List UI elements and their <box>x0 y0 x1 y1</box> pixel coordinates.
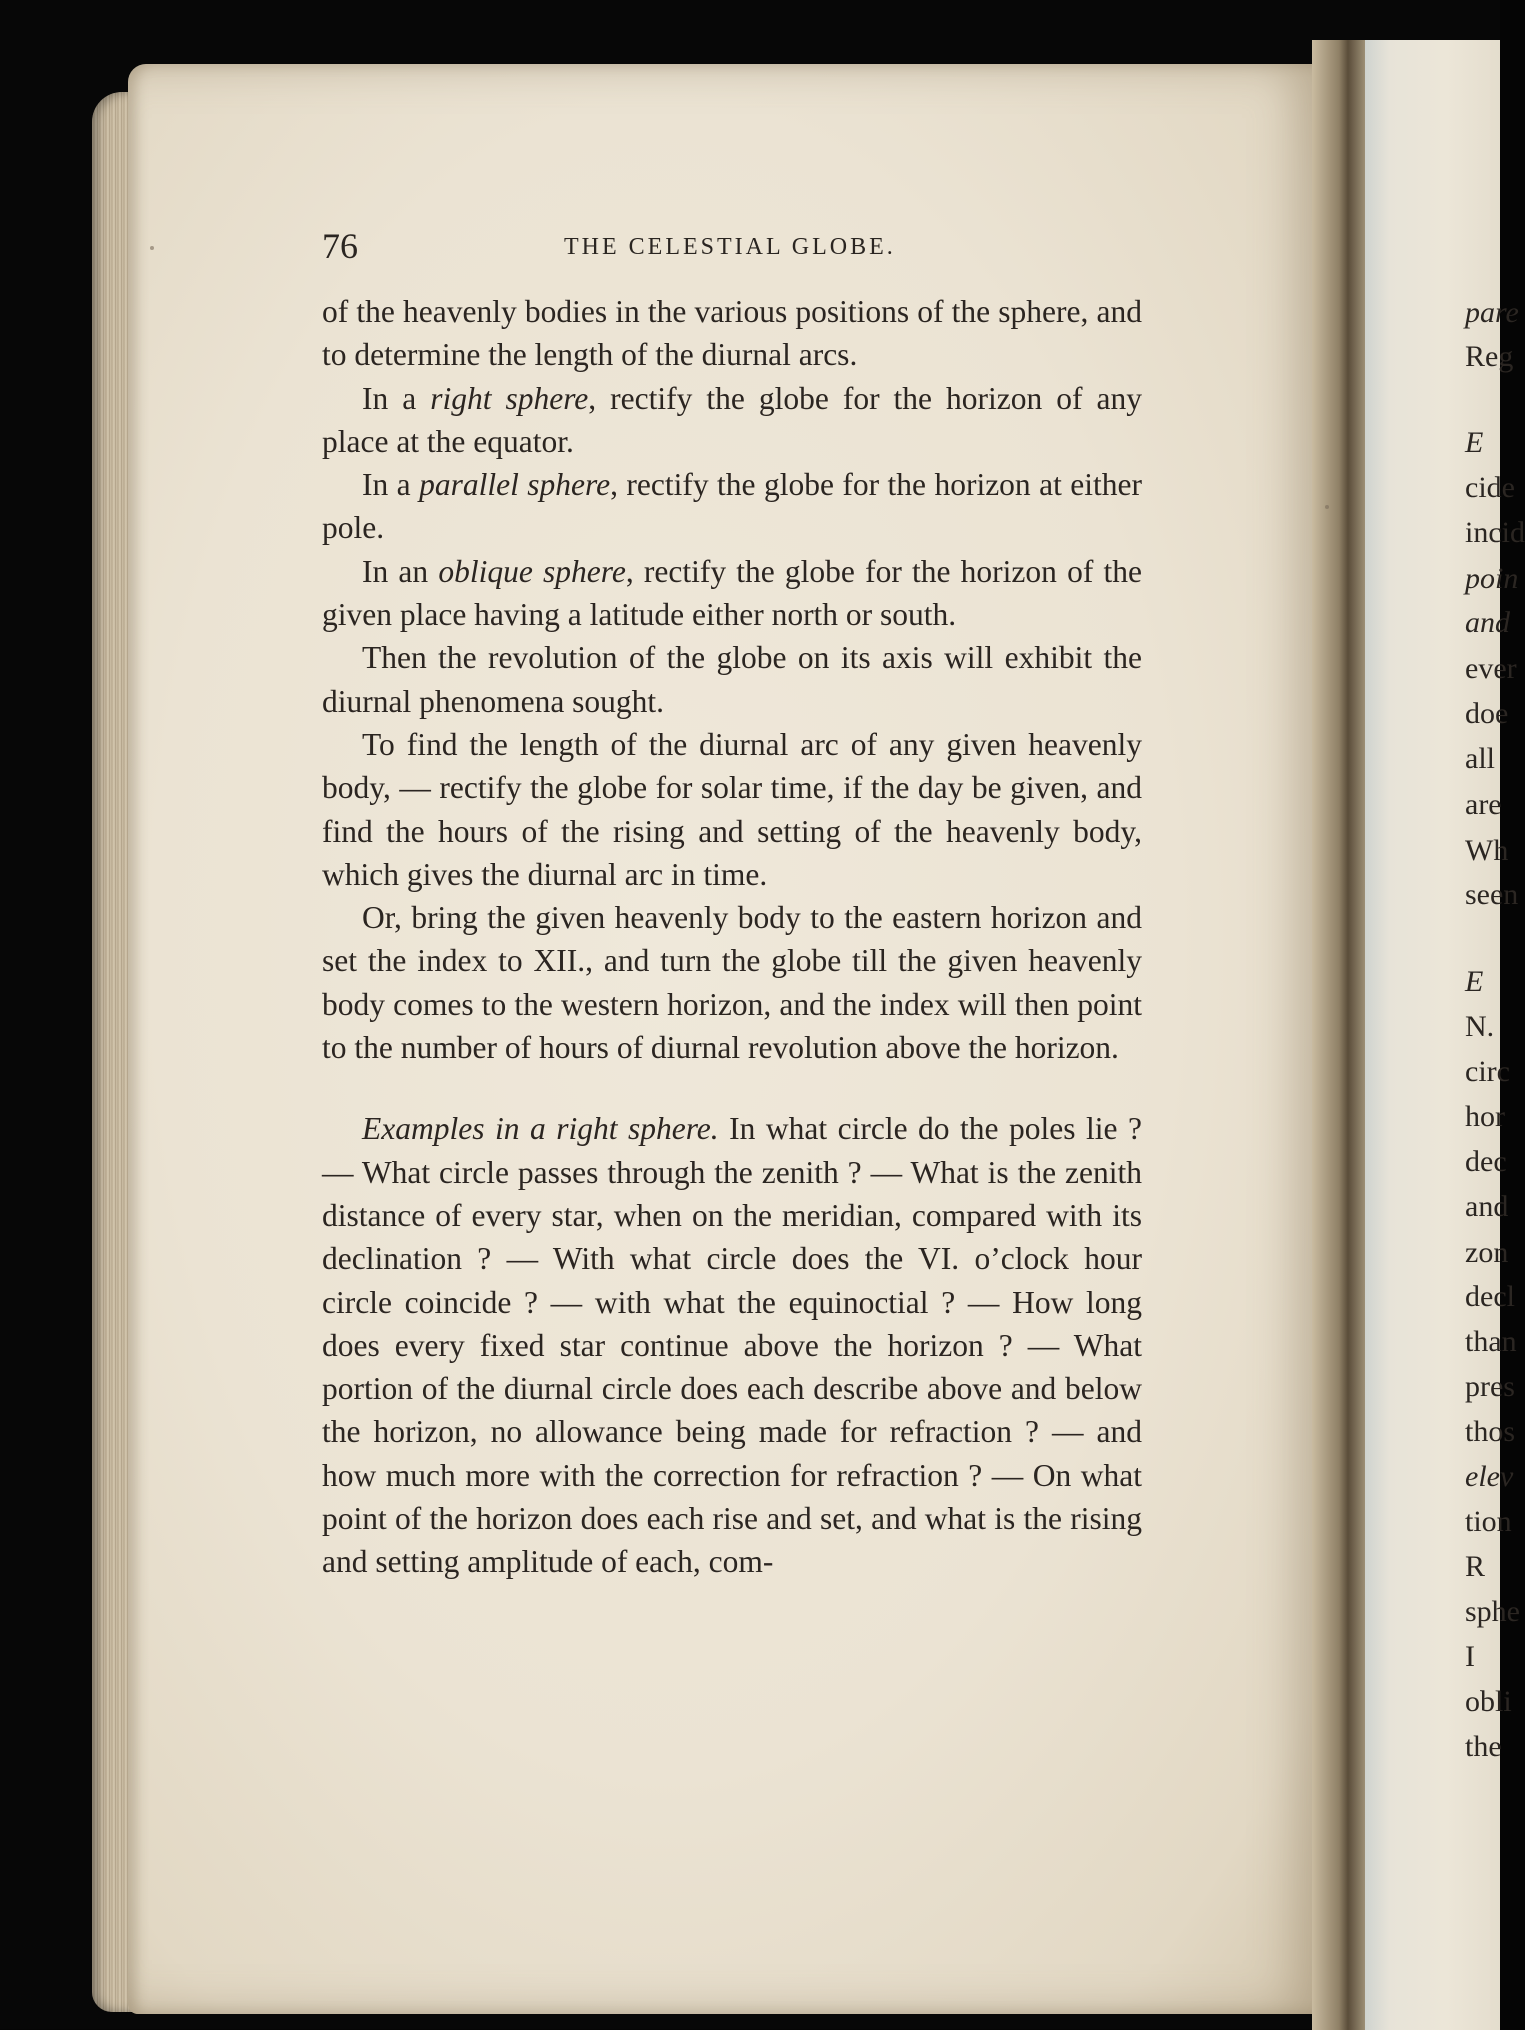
paragraph <box>322 1107 1142 1583</box>
right-page-line: poin <box>1465 562 1519 595</box>
text-run: In what circle do the poles lie ? — What circle passes through the zenith ? — What is the zenith distance of every star, when on the meridian, compared with its declination ? — With what circle does the VI. o’clock hour circle coincide ? — with what the equinoctial ? — How long does every fixed star continue above the horizon ? — What portion of the diurnal circle does each describe above and below the horizon, no allowance being made for refraction ? — and how much more with the correction for refraction ? — On what point of the horizon does each rise and set, and what is the rising and setting amplitude of each, com- <box>322 1111 1142 1580</box>
right-page-line: seen <box>1465 878 1519 911</box>
right-page-line: incid <box>1465 516 1525 549</box>
right-page-line: tion <box>1465 1505 1512 1538</box>
paragraph <box>322 723 1142 896</box>
right-page-line: ever <box>1465 652 1517 685</box>
right-page-line: E <box>1465 965 1484 998</box>
right-page-line: dec <box>1465 1145 1507 1178</box>
italic-text: parallel sphere <box>419 467 611 503</box>
text-run: In a <box>362 380 431 416</box>
right-page-line: doe <box>1465 697 1509 730</box>
right-page-line: the <box>1465 1730 1502 1763</box>
paragraph <box>322 896 1142 1069</box>
right-page-fragment <box>1365 40 1525 2030</box>
text-run: , rectify the globe for the horizon of any place at the equator. <box>322 380 1142 459</box>
page-number: 76 <box>322 226 358 266</box>
right-page-line: obli <box>1465 1685 1512 1718</box>
right-page-line: elev <box>1465 1460 1514 1493</box>
right-page-line: than <box>1465 1325 1517 1358</box>
text-run: Or, bring the given heavenly body to the eastern horizon and set the index to XII., and turn the globe till the given heavenly body comes to the western horizon, and the index will then point to the number of hours of diurnal revolution above the horizon. <box>322 900 1142 1066</box>
page-header <box>322 226 1142 266</box>
right-page-line: Reg <box>1465 340 1514 373</box>
italic-text: Examples in a right sphere. <box>362 1111 719 1147</box>
text-run: of the heavenly bodies in the various positions of the sphere, and to determine the length of the diurnal arcs. <box>322 294 1142 373</box>
right-page-line: zon <box>1465 1236 1509 1269</box>
running-head: THE CELESTIAL GLOBE. <box>564 234 896 260</box>
right-page-line: decl <box>1465 1280 1515 1313</box>
right-page-line: pres <box>1465 1370 1515 1403</box>
right-page-line: I <box>1465 1640 1475 1673</box>
text-run: In an <box>362 553 439 589</box>
right-page-line: sphe <box>1465 1595 1520 1628</box>
right-page-line: thos <box>1465 1415 1516 1448</box>
paragraph <box>322 290 1142 377</box>
body-text <box>322 290 1142 1584</box>
paragraph <box>322 636 1142 723</box>
italic-text: right sphere <box>430 380 589 416</box>
right-page-line: all <box>1465 742 1495 775</box>
right-page-line: N. <box>1465 1010 1495 1043</box>
right-page-line: and <box>1465 606 1510 639</box>
paragraph <box>322 550 1142 637</box>
italic-text: oblique sphere <box>438 553 626 589</box>
text-run: , rectify the globe for the horizon of the given place having a latitude either north or south. <box>322 553 1142 633</box>
right-page-line: and <box>1465 1190 1509 1223</box>
paragraph <box>322 377 1142 464</box>
right-page-line: pare <box>1465 296 1519 329</box>
text-run: In a <box>362 467 420 503</box>
right-page-line: circ <box>1465 1055 1510 1088</box>
right-page-line: are <box>1465 788 1502 821</box>
right-page-line: Wh <box>1465 834 1509 867</box>
page-speck <box>1325 505 1329 509</box>
paragraph <box>322 463 1142 550</box>
page-speck <box>150 246 154 250</box>
right-page-line: hor <box>1465 1100 1505 1133</box>
text-run: Then the revolution of the globe on its axis will exhibit the diurnal phenomena sought. <box>322 640 1142 719</box>
text-run: To find the length of the diurnal arc of any given heavenly body, — rectify the globe for solar time, if the day be given, and find the hours of the rising and setting of the heavenly body, which gives the diurnal arc in time. <box>322 726 1142 892</box>
book-gutter <box>1312 40 1372 2030</box>
right-page-line: R <box>1465 1550 1486 1583</box>
right-page-line: cide <box>1465 471 1515 504</box>
right-page-line: E <box>1465 426 1484 459</box>
text-run: , rectify the globe for the horizon at either pole. <box>322 467 1142 546</box>
